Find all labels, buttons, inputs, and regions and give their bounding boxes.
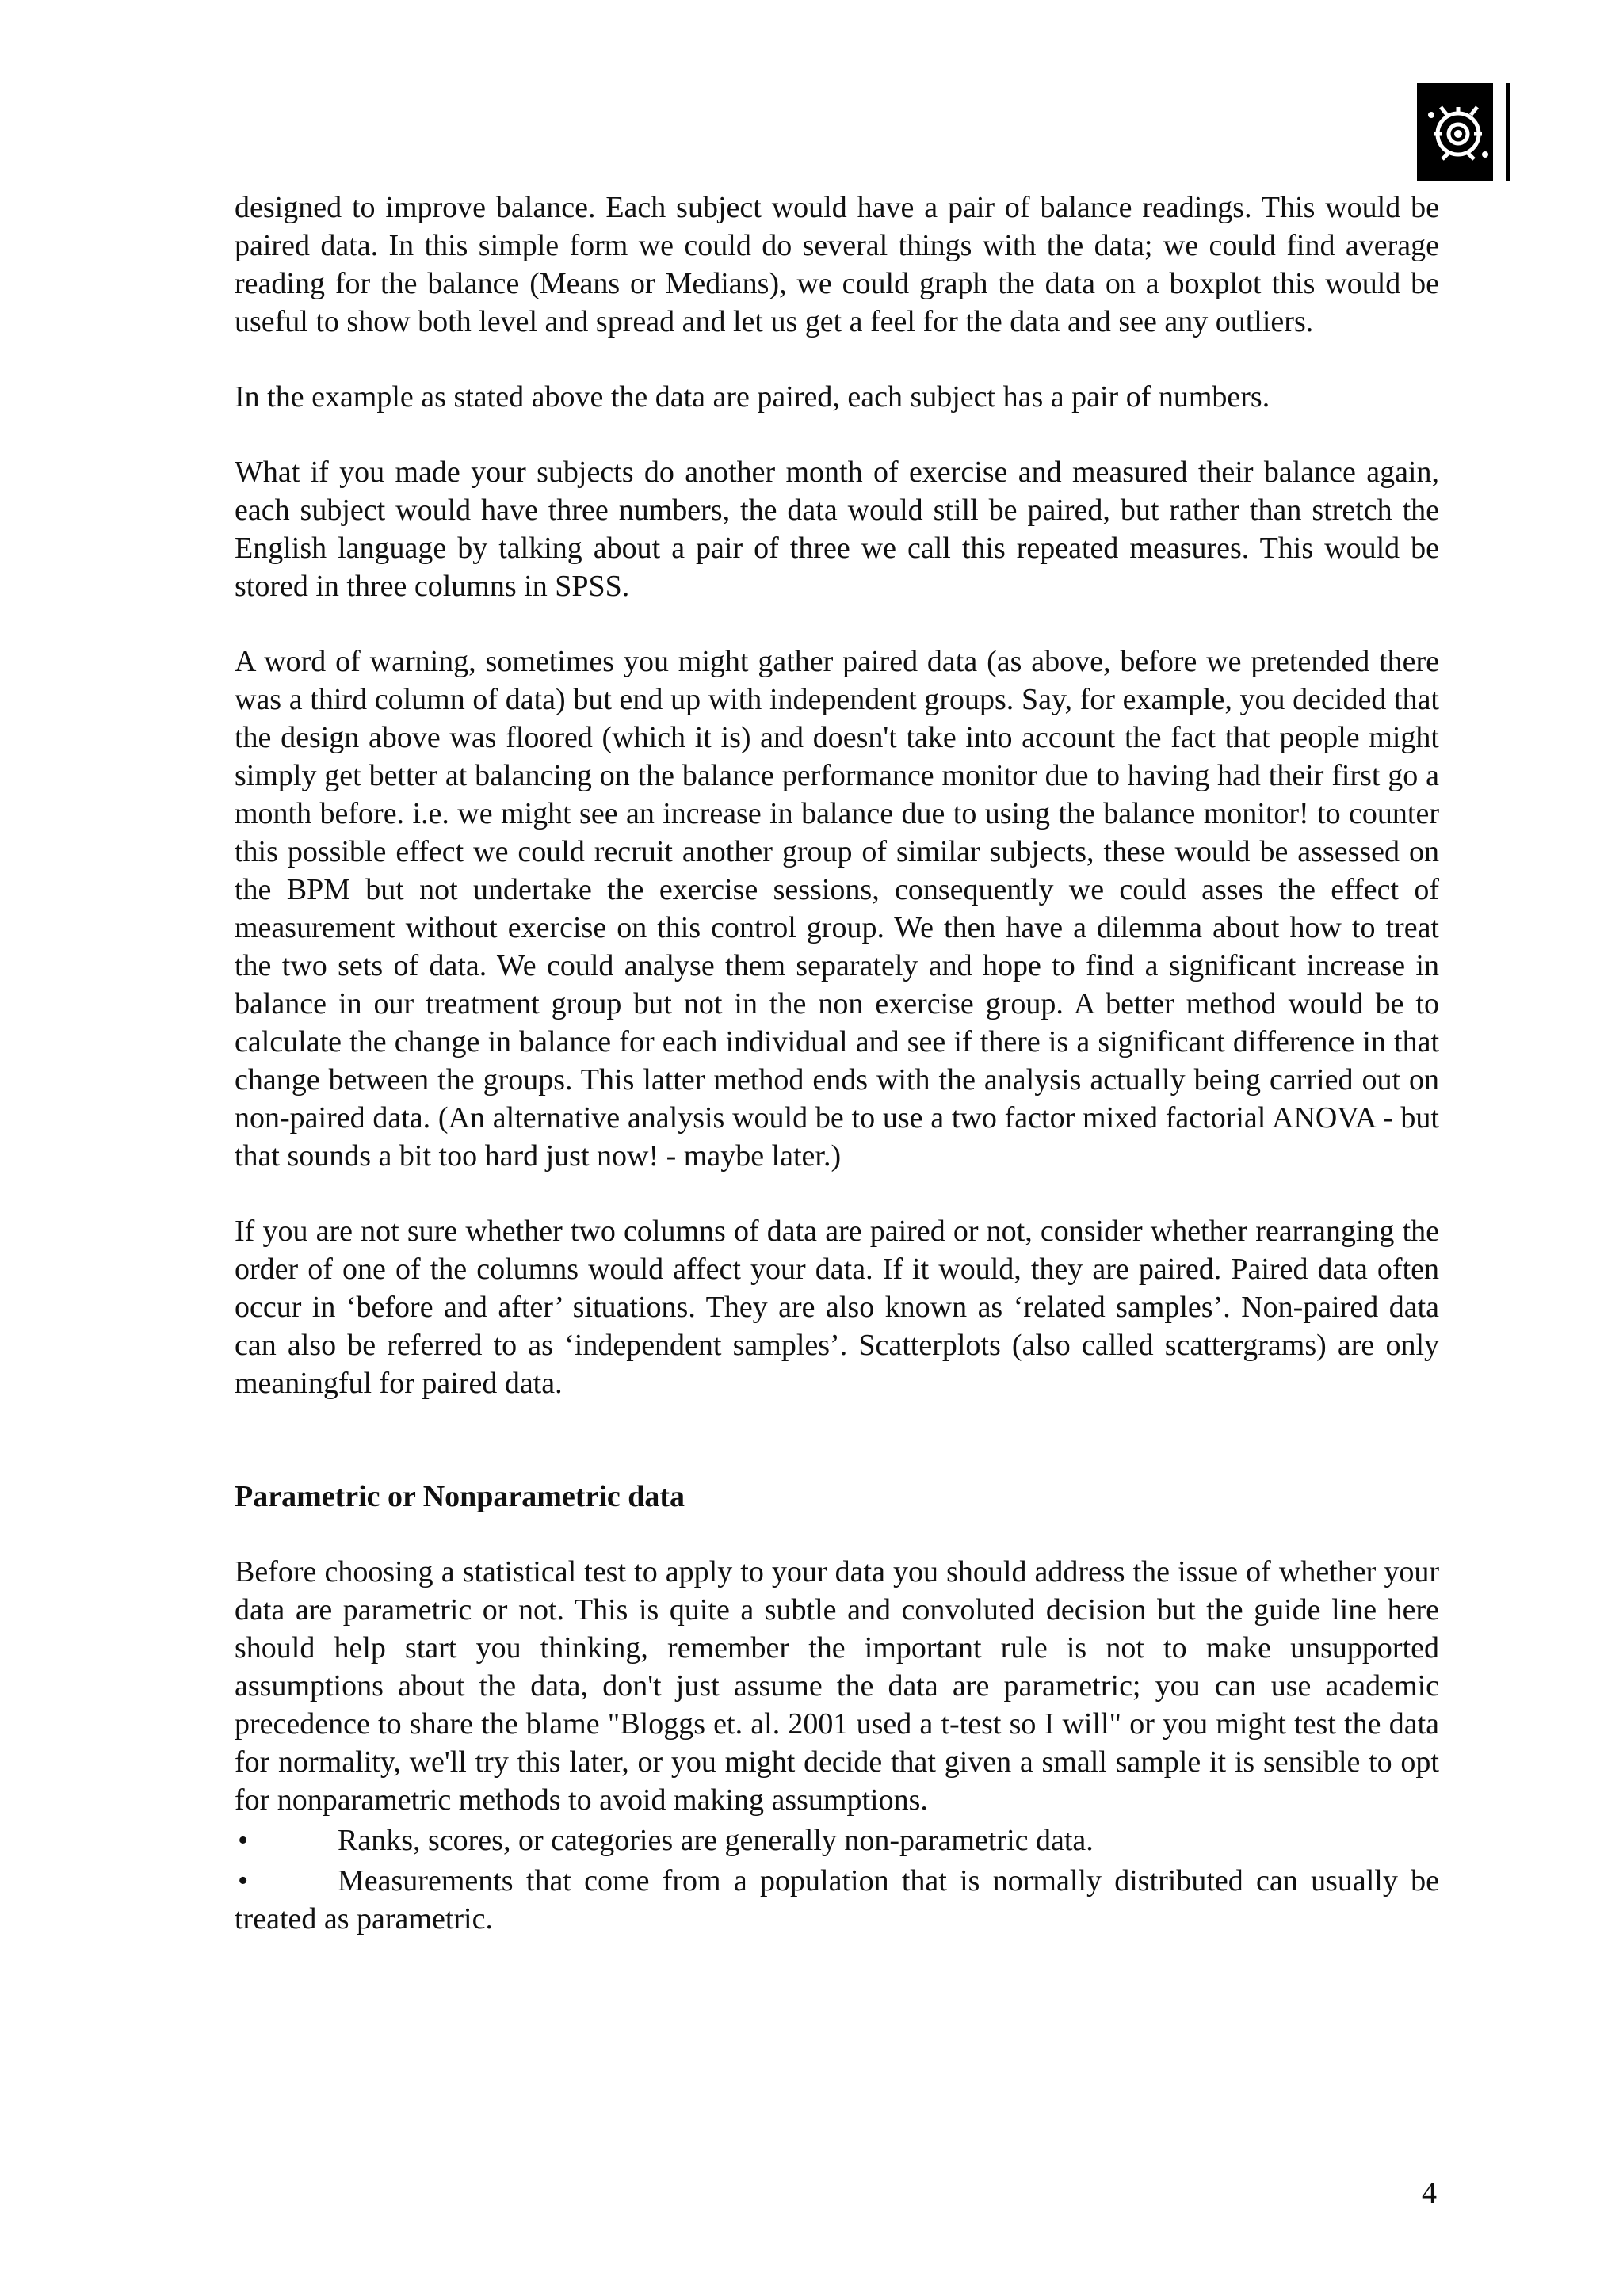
section-heading: Parametric or Nonparametric data [235,1480,685,1513]
bullet-symbol: • [238,1824,249,1857]
paragraph-pairing-test: If you are not sure whether two columns of data are paired or not, consider whether rearranging the order of one of the columns would affect your data. If it would, they are paired. Paired data often occur in ‘before and after’ situations. They are also known as ‘related samples’. Non-paired data can also be referred to as ‘independent samples’. Scatterplots (also called scattergrams) are only meaningful for paired data. [235,1215,1439,1400]
header-rule [1506,83,1510,181]
paragraph-warning: A word of warning, sometimes you might gather paired data (as above, before we pretended there was a third column of data) but end up with independent groups. Say, for example, you decided that the design above was floored (which it is) and doesn't take into account the fact that people might simply get better at balancing on the balance performance monitor due to having had their first go a month before. i.e. we might see an increase in balance due to using the balance monitor! to counter this possible effect we could recruit another group of similar subjects, these would be assessed on the BPM but not undertake the exercise sessions, consequently we could asses the effect of measurement without exercise on this control group. We then have a dilemma about how to treat the two sets of data. We could analyse them separately and hope to find a significant increase in balance in our treatment group but not in the non exercise group. A better method would be to calculate the change in balance for each individual and see if there is a significant difference in that change between the groups. This latter method ends with the analysis actually being carried out on non-paired data. (An alternative analysis would be to use a two factor mixed factorial ANOVA - but that sounds a bit too hard just now! - maybe later.) [235,645,1439,1173]
bullet-item [235,1821,1439,1859]
paragraph-repeated-measures: What if you made your subjects do another month of exercise and measured their balance again, each subject would have three numbers, the data would still be paired, but rather than stretch the English language by talking about a pair of three we call this repeated measures. This would be stored in three columns in SPSS. [235,456,1439,603]
bullet-symbol: • [238,1864,249,1897]
bullet-item [235,1862,1439,1938]
bullet-text: Ranks, scores, or categories are generally non-parametric data. [338,1824,1094,1857]
gear-emblem-icon [1417,83,1493,181]
bullet-text: Measurements that come from a population that is normally distributed can usually be treated as parametric. [235,1864,1439,1936]
page-number: 4 [1422,2176,1437,2210]
page-body [235,189,1439,1938]
paragraph-paired-data: designed to improve balance. Each subject would have a pair of balance readings. This would be paired data. In this simple form we could do several things with the data; we could find average reading for the balance (Means or Medians), we could graph the data on a boxplot this would be useful to show both level and spread and let us get a feel for the data and see any outliers. [235,191,1439,338]
header-logo [1417,83,1510,181]
paragraph-paired-example: In the example as stated above the data are paired, each subject has a pair of numbers. [235,380,1270,414]
paragraph-parametric: Before choosing a statistical test to apply to your data you should address the issue of whether your data are parametric or not. This is quite a subtle and convoluted decision but the guide line here should help start you thinking, remember the important rule is not to make unsupported assumptions about the data, don't just assume the data are parametric; you can use academic precedence to share the blame "Bloggs et. al. 2001 used a t-test so I will" or you might test the data for normality, we'll try this later, or you might decide that given a small sample it is sensible to opt for nonparametric methods to avoid making assumptions. [235,1555,1439,1817]
